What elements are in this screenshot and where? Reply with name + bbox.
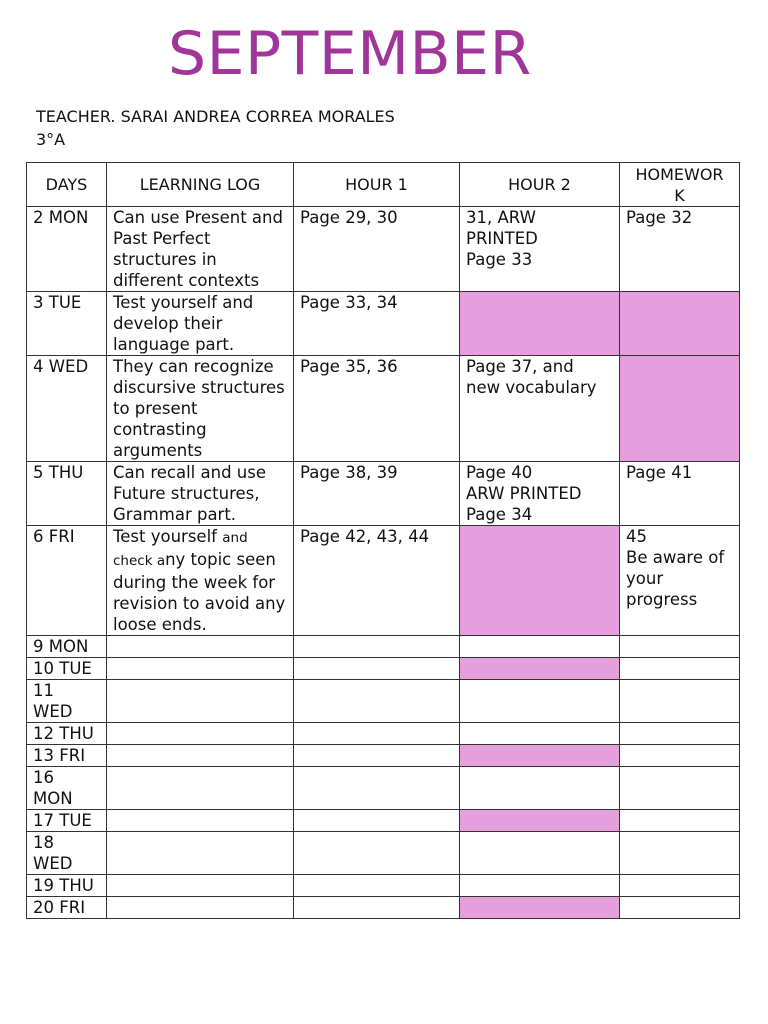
learning-log-cell: Test yourself and develop their language part. [107, 292, 294, 356]
table-row [27, 356, 740, 462]
day-cell: 3 TUE [27, 292, 107, 356]
highlight-cell [460, 745, 620, 767]
homework-cell: Page 41 [620, 462, 740, 526]
day-cell: 12 THU [27, 723, 107, 745]
hour-2-cell [460, 526, 620, 636]
table-row [27, 462, 740, 526]
hour-2-cell: Page 40 ARW PRINTED Page 34 [460, 462, 620, 526]
day-cell: 17 TUE [27, 810, 107, 832]
hour-2-cell [460, 292, 620, 356]
homework-cell [620, 292, 740, 356]
hour-1-cell: Page 42, 43, 44 [294, 526, 460, 636]
day-cell: 6 FRI [27, 526, 107, 636]
hour-1-cell: Page 29, 30 [294, 207, 460, 292]
table-row [27, 810, 740, 832]
header-days: DAYS [27, 163, 107, 207]
log-text-part-small: and check a [113, 530, 248, 569]
highlight-cell [460, 810, 620, 832]
day-cell: 5 THU [27, 462, 107, 526]
day-cell: 2 MON [27, 207, 107, 292]
homework-cell [620, 356, 740, 462]
hour-1-cell: Page 38, 39 [294, 462, 460, 526]
learning-log-cell: They can recognize discursive structures to present contrasting arguments [107, 356, 294, 462]
learning-log-cell: Can use Present and Past Perfect structures in different contexts [107, 207, 294, 292]
hour-2-cell: 31, ARW PRINTED Page 33 [460, 207, 620, 292]
day-cell: 10 TUE [27, 658, 107, 680]
class-group: 3°A [36, 130, 66, 149]
homework-cell: Page 32 [620, 207, 740, 292]
table-row [27, 526, 740, 636]
table-row [27, 897, 740, 919]
learning-log-cell [107, 526, 294, 636]
table-row [27, 658, 740, 680]
highlight-cell [460, 658, 620, 680]
day-cell: 19 THU [27, 875, 107, 897]
table-row [27, 875, 740, 897]
day-cell: 9 MON [27, 636, 107, 658]
header-learning-log: LEARNING LOG [107, 163, 294, 207]
log-text-part: ny topic seen during the week for revision to avoid any loose ends. [113, 550, 286, 634]
table-row [27, 207, 740, 292]
day-cell: 4 WED [27, 356, 107, 462]
header-hour-1: HOUR 1 [294, 163, 460, 207]
highlight-cell [460, 897, 620, 919]
hour-1-cell: Page 35, 36 [294, 356, 460, 462]
day-cell: 13 FRI [27, 745, 107, 767]
table-row [27, 767, 740, 810]
day-cell: 18 WED [27, 832, 107, 875]
schedule-table [26, 162, 740, 919]
header-hour-2: HOUR 2 [460, 163, 620, 207]
hour-2-cell: Page 37, and new vocabulary [460, 356, 620, 462]
homework-cell: 45 Be aware of your progress [620, 526, 740, 636]
day-cell: 16 MON [27, 767, 107, 810]
hour-1-cell: Page 33, 34 [294, 292, 460, 356]
table-row [27, 680, 740, 723]
learning-log-cell: Can recall and use Future structures, Grammar part. [107, 462, 294, 526]
table-row [27, 832, 740, 875]
header-homework: HOMEWOR K [620, 163, 740, 207]
page-title: SEPTEMBER [168, 19, 532, 89]
teacher-name: TEACHER. SARAI ANDREA CORREA MORALES [36, 107, 395, 126]
log-text-part: Test yourself [113, 527, 223, 546]
table-row [27, 723, 740, 745]
table-row [27, 745, 740, 767]
header-row [27, 163, 740, 207]
table-row [27, 292, 740, 356]
day-cell: 11 WED [27, 680, 107, 723]
table-row [27, 636, 740, 658]
day-cell: 20 FRI [27, 897, 107, 919]
